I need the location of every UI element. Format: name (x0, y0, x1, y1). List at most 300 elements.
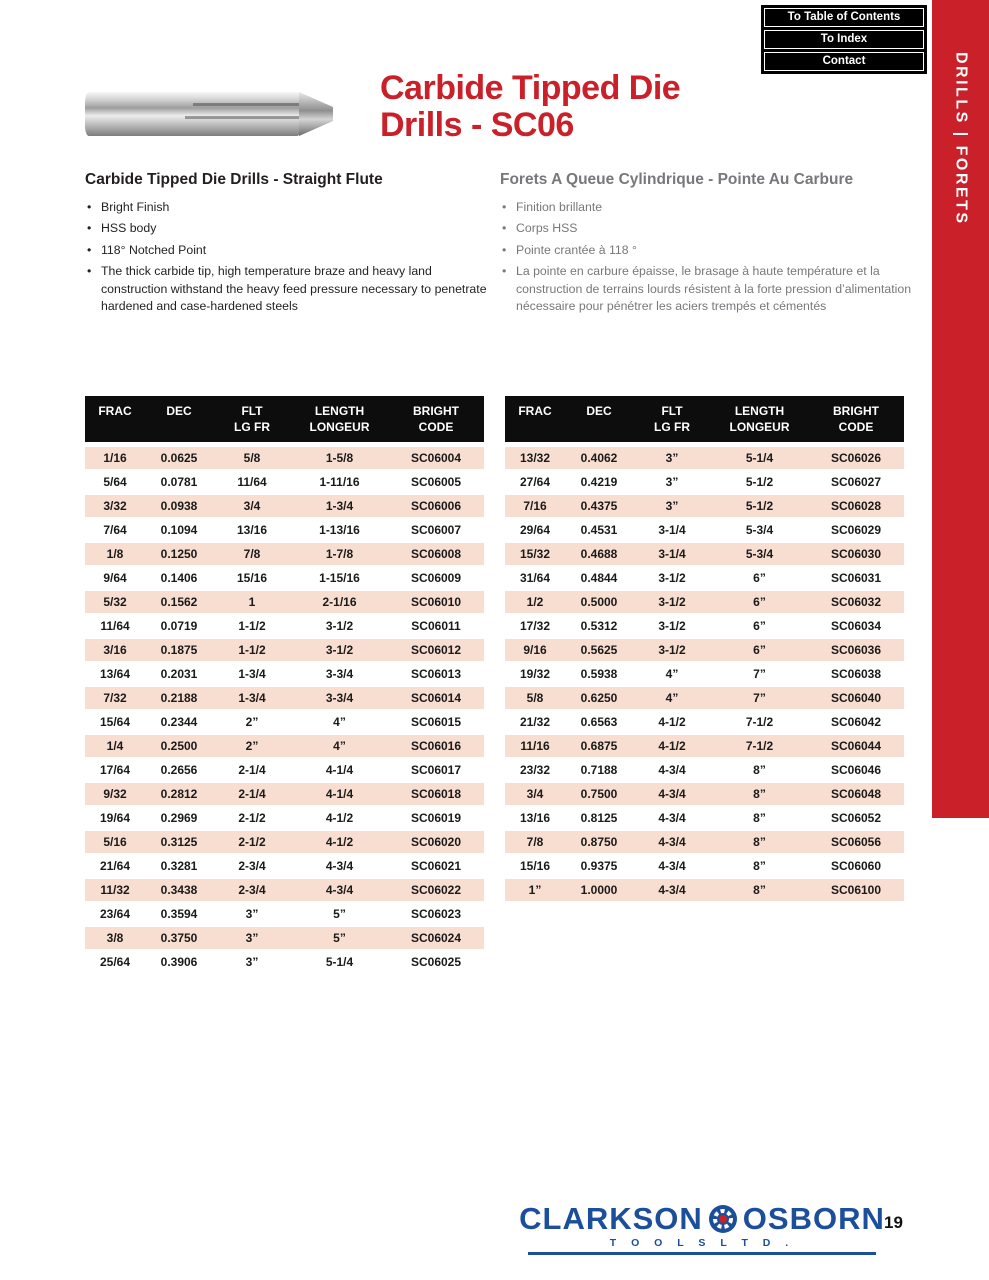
table-cell: 3-3/4 (325, 667, 354, 681)
bullet-text: Bright Finish (101, 199, 170, 214)
table-cell: 5/16 (103, 835, 127, 849)
table-cell: 4-3/4 (658, 811, 686, 825)
table-cell: SC06029 (830, 523, 882, 537)
table-cell: 1-3/4 (325, 499, 354, 513)
table-row (85, 639, 484, 663)
table-row (505, 687, 904, 711)
table-cell: 0.3125 (160, 835, 198, 849)
french-section (500, 170, 912, 320)
table-cell: SC06100 (830, 883, 882, 897)
table-cell: 2-3/4 (238, 859, 266, 873)
drill-table-left (85, 396, 484, 975)
footer-rule (528, 1252, 876, 1255)
table-cell: SC06038 (830, 667, 882, 681)
table-row (505, 783, 904, 807)
pdf-nav (761, 5, 927, 74)
page-title (380, 70, 680, 143)
table-cell: 0.6563 (580, 715, 618, 729)
table-cell: 2-1/4 (238, 763, 266, 777)
english-heading: Carbide Tipped Die Drills - Straight Flute (85, 171, 383, 188)
table-cell: SC06019 (410, 811, 462, 825)
table-cell: 4-3/4 (325, 859, 354, 873)
table-cell: SC06052 (830, 811, 882, 825)
table-cell: 5/8 (243, 451, 261, 465)
table-cell: SC06022 (410, 883, 462, 897)
table-cell: 2” (245, 715, 259, 729)
table-cell: 9/64 (103, 571, 127, 585)
table-cell: 2-1/2 (238, 811, 266, 825)
table-cell: SC06028 (830, 499, 882, 513)
table-cell: SC06046 (830, 763, 882, 777)
table-row (505, 807, 904, 831)
table-cell: 1-11/16 (319, 475, 360, 489)
drill-flute (193, 103, 299, 106)
table-cell: SC06014 (410, 691, 462, 705)
table-row (85, 735, 484, 759)
table-cell: SC06017 (410, 763, 462, 777)
table-cell: 0.3750 (160, 931, 198, 945)
table-cell: 3-1/2 (658, 571, 686, 585)
table-cell: 7/32 (103, 691, 127, 705)
table-cell: 2-3/4 (238, 883, 266, 897)
table-cell: 4-3/4 (658, 787, 686, 801)
table-cell: SC06008 (410, 547, 462, 561)
bullet-dot: • (87, 264, 92, 279)
bullet-dot: • (87, 199, 92, 214)
table-cell: 13/16 (236, 523, 268, 537)
french-heading: Forets A Queue Cylindrique - Pointe Au Carbure (500, 171, 854, 188)
bullet-dot: • (502, 264, 507, 279)
table-cell: 5-1/2 (745, 475, 774, 489)
table-cell: SC06012 (410, 643, 462, 657)
table-cell: 3” (245, 907, 259, 921)
table-cell: 0.2656 (160, 763, 198, 777)
table-cell: 1/16 (103, 451, 127, 465)
drill-photo (85, 82, 333, 148)
table-cell: 2” (245, 739, 259, 753)
table-cell: SC06036 (830, 643, 882, 657)
drill-table-right (505, 396, 904, 903)
table-cell: 0.4844 (580, 571, 618, 585)
table-cell: 4-3/4 (658, 859, 686, 873)
table-cell: 3” (665, 475, 679, 489)
table-cell: 21/64 (99, 859, 131, 873)
column-header: FRAC (518, 404, 552, 418)
brand-wordmark (519, 1201, 885, 1236)
table-cell: 0.3281 (160, 859, 198, 873)
table-cell: SC06009 (410, 571, 462, 585)
table-cell: 0.6875 (580, 739, 618, 753)
table-cell: 8” (753, 859, 766, 873)
drill-point (299, 92, 333, 136)
table-cell: SC06040 (830, 691, 882, 705)
table-cell: 15/64 (99, 715, 131, 729)
table-cell: 17/64 (99, 763, 131, 777)
french-bullet-list (500, 199, 912, 316)
table-cell: 0.4531 (580, 523, 618, 537)
table-cell: 0.8750 (580, 835, 618, 849)
table-row (85, 855, 484, 879)
table-cell: 5/64 (103, 475, 127, 489)
table-cell: 7/16 (523, 499, 547, 513)
table-row (85, 783, 484, 807)
table-cell: 5-1/4 (745, 451, 774, 465)
table-cell: SC06018 (410, 787, 462, 801)
table-cell: 4-3/4 (325, 883, 354, 897)
table-cell: 3-3/4 (325, 691, 354, 705)
brand-tools-ltd: T O O L S L T D . (609, 1237, 795, 1249)
table-cell: 4-1/2 (325, 835, 354, 849)
column-header: FLT LG FR (654, 404, 690, 435)
table-cell: SC06042 (830, 715, 882, 729)
table-cell: 5-3/4 (745, 547, 774, 561)
nav-contact-button[interactable]: Contact (764, 52, 924, 71)
table-cell: 1-13/16 (319, 523, 360, 537)
table-cell: 0.1094 (160, 523, 198, 537)
table-cell: 6” (753, 643, 766, 657)
table-cell: 4-3/4 (658, 883, 686, 897)
table-cell: 0.2031 (160, 667, 198, 681)
table-cell: 3” (665, 451, 679, 465)
table-cell: 4-3/4 (658, 835, 686, 849)
table-cell: 7/8 (526, 835, 544, 849)
table-cell: 11/64 (237, 475, 267, 489)
table-cell: 0.5625 (580, 643, 618, 657)
table-cell: 5” (333, 907, 346, 921)
bullet-text: HSS body (101, 221, 157, 236)
table-cell: 0.3906 (160, 955, 198, 969)
table-cell: 3-1/2 (658, 643, 686, 657)
table-cell: SC06032 (830, 595, 882, 609)
table-cell: 2-1/2 (238, 835, 266, 849)
table-cell: 1-1/2 (238, 619, 266, 633)
table-cell: 0.7188 (580, 763, 618, 777)
table-cell: 1/2 (526, 595, 544, 609)
table-row (85, 903, 484, 927)
bullet-item (85, 263, 487, 315)
table-row (505, 855, 904, 879)
table-cell: 0.5312 (580, 619, 618, 633)
table-cell: SC06056 (830, 835, 882, 849)
table-row (85, 447, 484, 471)
table-cell: 4” (665, 667, 679, 681)
brand-clarkson: CLARKSON (519, 1201, 703, 1236)
bullet-text: Corps HSS (516, 221, 578, 236)
table-cell: 1-3/4 (238, 691, 266, 705)
table-cell: SC06031 (830, 571, 882, 585)
bullet-dot: • (502, 221, 507, 236)
table-row (85, 759, 484, 783)
table-cell: SC06010 (410, 595, 462, 609)
table-cell: 1-5/8 (325, 451, 354, 465)
column-header: BRIGHT CODE (413, 404, 459, 435)
table-row (505, 711, 904, 735)
table-cell: SC06016 (410, 739, 462, 753)
table-cell: 6” (753, 595, 766, 609)
bullet-dot: • (502, 199, 507, 214)
column-header: FLT LG FR (234, 404, 270, 435)
table-cell: SC06005 (410, 475, 462, 489)
table-row (505, 471, 904, 495)
page-title-line1: Carbide Tipped Die (380, 69, 681, 107)
table-cell: 1-1/2 (238, 643, 266, 657)
table-cell: 1-7/8 (325, 547, 354, 561)
gear-logo-icon (708, 1204, 738, 1234)
table-cell: 3-1/2 (325, 619, 354, 633)
table-row (85, 927, 484, 951)
table-cell: 0.5000 (580, 595, 618, 609)
table-cell: 4” (665, 691, 679, 705)
table-cell: 23/32 (519, 763, 551, 777)
table-cell: 0.4062 (580, 451, 618, 465)
table-row (85, 495, 484, 519)
column-header: DEC (586, 404, 612, 418)
table-cell: SC06027 (830, 475, 882, 489)
table-cell: 5-1/4 (325, 955, 354, 969)
bullet-item (500, 199, 912, 216)
table-row (85, 471, 484, 495)
table-cell: SC06021 (410, 859, 462, 873)
section-tab-bar (932, 0, 989, 818)
table-cell: 4” (333, 715, 346, 729)
table-cell: 5-1/2 (745, 499, 774, 513)
bullet-dot: • (87, 221, 92, 236)
table-cell: 0.5938 (580, 667, 618, 681)
table-cell: 7” (753, 691, 766, 705)
table-cell: 13/16 (519, 811, 551, 825)
table-cell: 7/8 (243, 547, 261, 561)
table-cell: 0.2344 (160, 715, 198, 729)
table-cell: 31/64 (519, 571, 551, 585)
column-header: LENGTH LONGEUR (309, 404, 370, 435)
table-cell: 0.0625 (160, 451, 198, 465)
table-cell: 3-1/2 (658, 619, 686, 633)
table-cell: 4-1/2 (658, 739, 686, 753)
drill-flute (185, 116, 299, 119)
column-header: LENGTH LONGEUR (729, 404, 790, 435)
nav-index-button[interactable]: To Index (764, 30, 924, 49)
table-cell: SC06048 (830, 787, 882, 801)
table-cell: 23/64 (99, 907, 131, 921)
table-cell: SC06015 (410, 715, 462, 729)
table-cell: 5/8 (526, 691, 544, 705)
table-cell: 8” (753, 835, 766, 849)
table-header-row (505, 396, 904, 442)
table-cell: 21/32 (519, 715, 551, 729)
table-cell: 1/8 (106, 547, 124, 561)
table-cell: 29/64 (519, 523, 551, 537)
bullet-text: 118° Notched Point (101, 242, 207, 257)
table-row (85, 543, 484, 567)
table-cell: 3-1/4 (658, 547, 686, 561)
table-row (505, 759, 904, 783)
table-cell: 3/4 (526, 787, 544, 801)
table-cell: 27/64 (519, 475, 551, 489)
table-cell: 13/32 (519, 451, 551, 465)
table-row (85, 711, 484, 735)
bullet-item (500, 242, 912, 259)
table-cell: 0.0938 (160, 499, 198, 513)
table-cell: 3/8 (106, 931, 124, 945)
bullet-item (85, 199, 487, 216)
table-cell: 19/32 (519, 667, 551, 681)
brand-osborn: OSBORN (742, 1201, 885, 1236)
table-cell: SC06006 (410, 499, 462, 513)
nav-table-of-contents-button[interactable]: To Table of Contents (764, 8, 924, 27)
table-cell: 8” (753, 787, 766, 801)
table-cell: SC06060 (830, 859, 882, 873)
table-cell: SC06044 (830, 739, 882, 753)
table-cell: 3-1/2 (658, 595, 686, 609)
drill-shank (85, 92, 301, 136)
table-cell: 5” (333, 931, 346, 945)
table-cell: 25/64 (99, 955, 131, 969)
table-cell: SC06025 (410, 955, 462, 969)
table-cell: SC06024 (410, 931, 462, 945)
table-cell: SC06034 (830, 619, 882, 633)
table-cell: 0.1562 (160, 595, 198, 609)
table-cell: 11/32 (100, 883, 130, 897)
table-cell: 11/64 (100, 619, 130, 633)
table-row (85, 879, 484, 903)
table-cell: 17/32 (519, 619, 551, 633)
english-section (85, 170, 487, 320)
bullet-dot: • (87, 242, 92, 257)
page-number: 19 (884, 1213, 903, 1232)
table-row (505, 831, 904, 855)
table-cell: 0.6250 (580, 691, 618, 705)
table-row (85, 831, 484, 855)
table-cell: SC06007 (410, 523, 462, 537)
table-cell: 0.1406 (160, 571, 198, 585)
footer-logo (519, 1201, 885, 1255)
table-row (505, 639, 904, 663)
table-cell: 4-3/4 (658, 763, 686, 777)
section-tab-label: DRILLS | FORETS (952, 52, 970, 226)
table-cell: 5-3/4 (745, 523, 774, 537)
table-cell: 4-1/4 (325, 787, 354, 801)
table-cell: 3/4 (243, 499, 261, 513)
bullet-text: The thick carbide tip, high temperature braze and heavy land construction withstand the heavy feed pressure necessary to penetrate hardened and case-hardened steels (101, 264, 487, 314)
column-header: DEC (166, 404, 192, 418)
table-cell: 9/32 (103, 787, 127, 801)
table-cell: 1” (528, 883, 542, 897)
table-cell: 5/32 (103, 595, 127, 609)
table-cell: 8” (753, 811, 766, 825)
table-row (505, 735, 904, 759)
table-row (85, 663, 484, 687)
table-cell: 6” (753, 619, 766, 633)
english-bullet-list (85, 199, 487, 316)
table-cell: 0.0719 (160, 619, 198, 633)
table-cell: 0.4219 (580, 475, 618, 489)
table-cell: 2-1/16 (322, 595, 357, 609)
bullet-text: Pointe crantée à 118 ° (516, 242, 637, 257)
table-cell: 0.1250 (160, 547, 198, 561)
table-cell: SC06011 (411, 619, 461, 633)
table-cell: 0.0781 (160, 475, 198, 489)
table-row (505, 879, 904, 903)
bullet-text: La pointe en carbure épaisse, le brasage à haute température et la construction de terrains lourds résistent à la forte pression d’alimentation nécessaire pour pénétrer les aciers trempés et cémentés (516, 264, 912, 314)
table-cell: 7/64 (103, 523, 127, 537)
table-header-row (85, 396, 484, 442)
table-row (505, 543, 904, 567)
column-header: BRIGHT CODE (833, 404, 879, 435)
table-cell: SC06013 (410, 667, 462, 681)
bullet-item (85, 242, 487, 259)
table-cell: 0.4375 (580, 499, 618, 513)
table-cell: 0.2812 (160, 787, 198, 801)
table-cell: SC06030 (830, 547, 882, 561)
table-cell: 1 (248, 595, 256, 609)
table-cell: 0.2969 (160, 811, 198, 825)
table-row (505, 567, 904, 591)
table-row (85, 615, 484, 639)
table-cell: 4” (333, 739, 346, 753)
table-cell: 15/16 (519, 859, 551, 873)
table-cell: 4-1/4 (325, 763, 354, 777)
table-cell: 19/64 (99, 811, 131, 825)
table-cell: 3/32 (103, 499, 127, 513)
table-cell: SC06023 (410, 907, 462, 921)
table-cell: 3/16 (103, 643, 127, 657)
table-cell: 2-1/4 (238, 787, 266, 801)
table-cell: 0.9375 (580, 859, 618, 873)
table-cell: 13/64 (99, 667, 131, 681)
table-cell: 4-1/2 (325, 811, 354, 825)
table-cell: 15/16 (236, 571, 268, 585)
table-cell: SC06020 (410, 835, 462, 849)
table-cell: SC06004 (410, 451, 462, 465)
table-cell: 3-1/2 (325, 643, 354, 657)
table-cell: 7-1/2 (745, 715, 774, 729)
table-row (505, 447, 904, 471)
table-row (85, 591, 484, 615)
table-cell: 15/32 (519, 547, 551, 561)
table-cell: 1/4 (106, 739, 124, 753)
bullet-item (85, 220, 487, 237)
table-row (85, 519, 484, 543)
table-cell: 1-3/4 (238, 667, 266, 681)
table-row (505, 663, 904, 687)
page-title-line2: Drills - SC06 (380, 105, 574, 144)
table-cell: 3” (665, 499, 679, 513)
table-row (505, 495, 904, 519)
table-cell: 9/16 (523, 643, 547, 657)
table-row (85, 567, 484, 591)
table-cell: 0.3438 (160, 883, 198, 897)
table-cell: 8” (753, 883, 766, 897)
table-cell: 3-1/4 (658, 523, 686, 537)
table-cell: 0.3594 (160, 907, 198, 921)
column-header: FRAC (98, 404, 132, 418)
table-row (85, 807, 484, 831)
table-cell: 4-1/2 (658, 715, 686, 729)
table-cell: 7-1/2 (745, 739, 774, 753)
table-cell: 3” (245, 955, 259, 969)
bullet-item (500, 263, 912, 315)
table-cell: 0.8125 (580, 811, 618, 825)
table-row (85, 687, 484, 711)
table-row (505, 591, 904, 615)
table-row (505, 519, 904, 543)
table-cell: 0.2500 (160, 739, 198, 753)
table-cell: 11/16 (520, 739, 550, 753)
table-cell: 0.4688 (580, 547, 618, 561)
table-cell: 0.2188 (160, 691, 198, 705)
bullet-item (500, 220, 912, 237)
table-row (85, 951, 484, 975)
